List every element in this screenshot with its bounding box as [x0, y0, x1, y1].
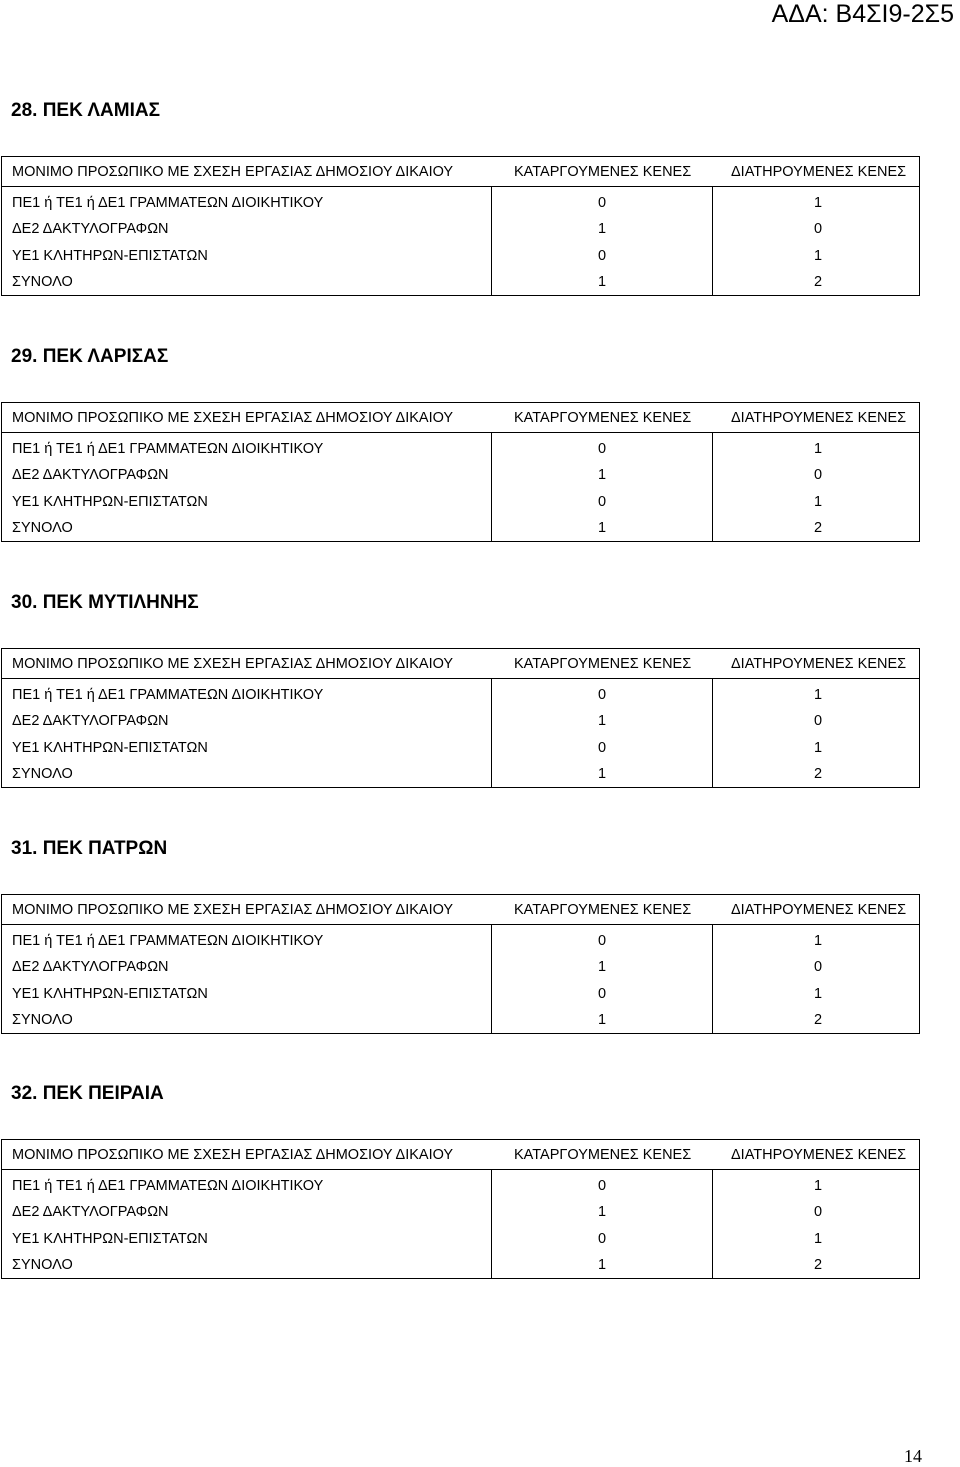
col-header-retained: ΔΙΑΤΗΡΟΥΜΕΝΕΣ ΚΕΝΕΣ — [731, 164, 907, 180]
abolished-value: 0 — [598, 248, 607, 264]
col-header-retained: ΔΙΑΤΗΡΟΥΜΕΝΕΣ ΚΕΝΕΣ — [731, 410, 907, 426]
abolished-value: 0 — [598, 494, 607, 510]
abolished-total: 1 — [598, 520, 607, 536]
row-label: ΠΕ1 ή ΤΕ1 ή ΔΕ1 ΓΡΑΜΜΑΤΕΩΝ ΔΙΟΙΚΗΤΙΚΟΥ — [12, 1178, 324, 1194]
abolished-value: 1 — [598, 1204, 607, 1220]
staff-table — [1, 894, 920, 1034]
col-header-retained: ΔΙΑΤΗΡΟΥΜΕΝΕΣ ΚΕΝΕΣ — [731, 1147, 907, 1163]
retained-value: 1 — [814, 740, 823, 756]
retained-value: 0 — [814, 1204, 823, 1220]
section-title: 30. ΠΕΚ ΜΥΤΙΛΗΝΗΣ — [11, 592, 199, 613]
row-label: ΔΕ2 ΔΑΚΤΥΛΟΓΡΑΦΩΝ — [12, 221, 169, 237]
retained-total: 2 — [814, 274, 823, 290]
abolished-value: 0 — [598, 986, 607, 1002]
abolished-total: 1 — [598, 1257, 607, 1273]
col-header-retained: ΔΙΑΤΗΡΟΥΜΕΝΕΣ ΚΕΝΕΣ — [731, 902, 907, 918]
row-label: ΔΕ2 ΔΑΚΤΥΛΟΓΡΑΦΩΝ — [12, 713, 169, 729]
staff-table — [1, 156, 920, 296]
row-label: ΠΕ1 ή ΤΕ1 ή ΔΕ1 ΓΡΑΜΜΑΤΕΩΝ ΔΙΟΙΚΗΤΙΚΟΥ — [12, 687, 324, 703]
retained-value: 1 — [814, 195, 823, 211]
row-label: ΠΕ1 ή ΤΕ1 ή ΔΕ1 ΓΡΑΜΜΑΤΕΩΝ ΔΙΟΙΚΗΤΙΚΟΥ — [12, 933, 324, 949]
abolished-total: 1 — [598, 274, 607, 290]
total-label: ΣΥΝΟΛΟ — [12, 1257, 73, 1273]
row-label: ΥΕ1 ΚΛΗΤΗΡΩΝ-ΕΠΙΣΤΑΤΩΝ — [12, 494, 208, 510]
abolished-value: 1 — [598, 467, 607, 483]
retained-value: 1 — [814, 1178, 823, 1194]
section-title: 32. ΠΕΚ ΠΕΙΡΑΙΑ — [11, 1083, 164, 1104]
retained-value: 1 — [814, 441, 823, 457]
retained-value: 1 — [814, 687, 823, 703]
retained-total: 2 — [814, 1012, 823, 1028]
col-header-position: ΜΟΝΙΜΟ ΠΡΟΣΩΠΙΚΟ ΜΕ ΣΧΕΣΗ ΕΡΓΑΣΙΑΣ ΔΗΜΟΣΙΟΥ ΔΙΚΑΙΟΥ — [12, 1147, 454, 1163]
retained-value: 0 — [814, 713, 823, 729]
retained-total: 2 — [814, 1257, 823, 1273]
row-label: ΠΕ1 ή ΤΕ1 ή ΔΕ1 ΓΡΑΜΜΑΤΕΩΝ ΔΙΟΙΚΗΤΙΚΟΥ — [12, 441, 324, 457]
abolished-value: 0 — [598, 195, 607, 211]
col-header-position: ΜΟΝΙΜΟ ΠΡΟΣΩΠΙΚΟ ΜΕ ΣΧΕΣΗ ΕΡΓΑΣΙΑΣ ΔΗΜΟΣΙΟΥ ΔΙΚΑΙΟΥ — [12, 902, 454, 918]
col-header-abolished: ΚΑΤΑΡΓΟΥΜΕΝΕΣ ΚΕΝΕΣ — [514, 902, 692, 918]
retained-value: 1 — [814, 986, 823, 1002]
col-header-abolished: ΚΑΤΑΡΓΟΥΜΕΝΕΣ ΚΕΝΕΣ — [514, 164, 692, 180]
total-label: ΣΥΝΟΛΟ — [12, 1012, 73, 1028]
row-label: ΔΕ2 ΔΑΚΤΥΛΟΓΡΑΦΩΝ — [12, 959, 169, 975]
ada-code: ΑΔΑ: Β4ΣΙ9-2Σ5 — [771, 0, 954, 28]
page-number: 14 — [904, 1446, 922, 1466]
retained-value: 0 — [814, 467, 823, 483]
row-label: ΠΕ1 ή ΤΕ1 ή ΔΕ1 ΓΡΑΜΜΑΤΕΩΝ ΔΙΟΙΚΗΤΙΚΟΥ — [12, 195, 324, 211]
col-header-abolished: ΚΑΤΑΡΓΟΥΜΕΝΕΣ ΚΕΝΕΣ — [514, 656, 692, 672]
col-header-retained: ΔΙΑΤΗΡΟΥΜΕΝΕΣ ΚΕΝΕΣ — [731, 656, 907, 672]
retained-value: 0 — [814, 221, 823, 237]
abolished-total: 1 — [598, 766, 607, 782]
row-label: ΥΕ1 ΚΛΗΤΗΡΩΝ-ΕΠΙΣΤΑΤΩΝ — [12, 248, 208, 264]
abolished-value: 0 — [598, 687, 607, 703]
col-header-position: ΜΟΝΙΜΟ ΠΡΟΣΩΠΙΚΟ ΜΕ ΣΧΕΣΗ ΕΡΓΑΣΙΑΣ ΔΗΜΟΣΙΟΥ ΔΙΚΑΙΟΥ — [12, 656, 454, 672]
abolished-value: 1 — [598, 959, 607, 975]
row-label: ΥΕ1 ΚΛΗΤΗΡΩΝ-ΕΠΙΣΤΑΤΩΝ — [12, 986, 208, 1002]
row-label: ΥΕ1 ΚΛΗΤΗΡΩΝ-ΕΠΙΣΤΑΤΩΝ — [12, 1231, 208, 1247]
total-label: ΣΥΝΟΛΟ — [12, 766, 73, 782]
col-header-position: ΜΟΝΙΜΟ ΠΡΟΣΩΠΙΚΟ ΜΕ ΣΧΕΣΗ ΕΡΓΑΣΙΑΣ ΔΗΜΟΣΙΟΥ ΔΙΚΑΙΟΥ — [12, 164, 454, 180]
row-label: ΔΕ2 ΔΑΚΤΥΛΟΓΡΑΦΩΝ — [12, 467, 169, 483]
col-header-abolished: ΚΑΤΑΡΓΟΥΜΕΝΕΣ ΚΕΝΕΣ — [514, 1147, 692, 1163]
staff-table — [1, 648, 920, 788]
abolished-value: 1 — [598, 713, 607, 729]
staff-table — [1, 402, 920, 542]
total-label: ΣΥΝΟΛΟ — [12, 274, 73, 290]
retained-total: 2 — [814, 766, 823, 782]
retained-value: 1 — [814, 1231, 823, 1247]
section-title: 29. ΠΕΚ ΛΑΡΙΣΑΣ — [11, 346, 169, 367]
total-label: ΣΥΝΟΛΟ — [12, 520, 73, 536]
abolished-value: 0 — [598, 1178, 607, 1194]
retained-total: 2 — [814, 520, 823, 536]
section-title: 31. ΠΕΚ ΠΑΤΡΩΝ — [11, 838, 168, 859]
abolished-value: 0 — [598, 1231, 607, 1247]
abolished-value: 0 — [598, 933, 607, 949]
abolished-value: 0 — [598, 740, 607, 756]
retained-value: 1 — [814, 494, 823, 510]
retained-value: 1 — [814, 248, 823, 264]
abolished-total: 1 — [598, 1012, 607, 1028]
abolished-value: 0 — [598, 441, 607, 457]
row-label: ΔΕ2 ΔΑΚΤΥΛΟΓΡΑΦΩΝ — [12, 1204, 169, 1220]
abolished-value: 1 — [598, 221, 607, 237]
staff-table — [1, 1139, 920, 1279]
row-label: ΥΕ1 ΚΛΗΤΗΡΩΝ-ΕΠΙΣΤΑΤΩΝ — [12, 740, 208, 756]
col-header-position: ΜΟΝΙΜΟ ΠΡΟΣΩΠΙΚΟ ΜΕ ΣΧΕΣΗ ΕΡΓΑΣΙΑΣ ΔΗΜΟΣΙΟΥ ΔΙΚΑΙΟΥ — [12, 410, 454, 426]
retained-value: 1 — [814, 933, 823, 949]
section-title: 28. ΠΕΚ ΛΑΜΙΑΣ — [11, 100, 161, 121]
col-header-abolished: ΚΑΤΑΡΓΟΥΜΕΝΕΣ ΚΕΝΕΣ — [514, 410, 692, 426]
retained-value: 0 — [814, 959, 823, 975]
